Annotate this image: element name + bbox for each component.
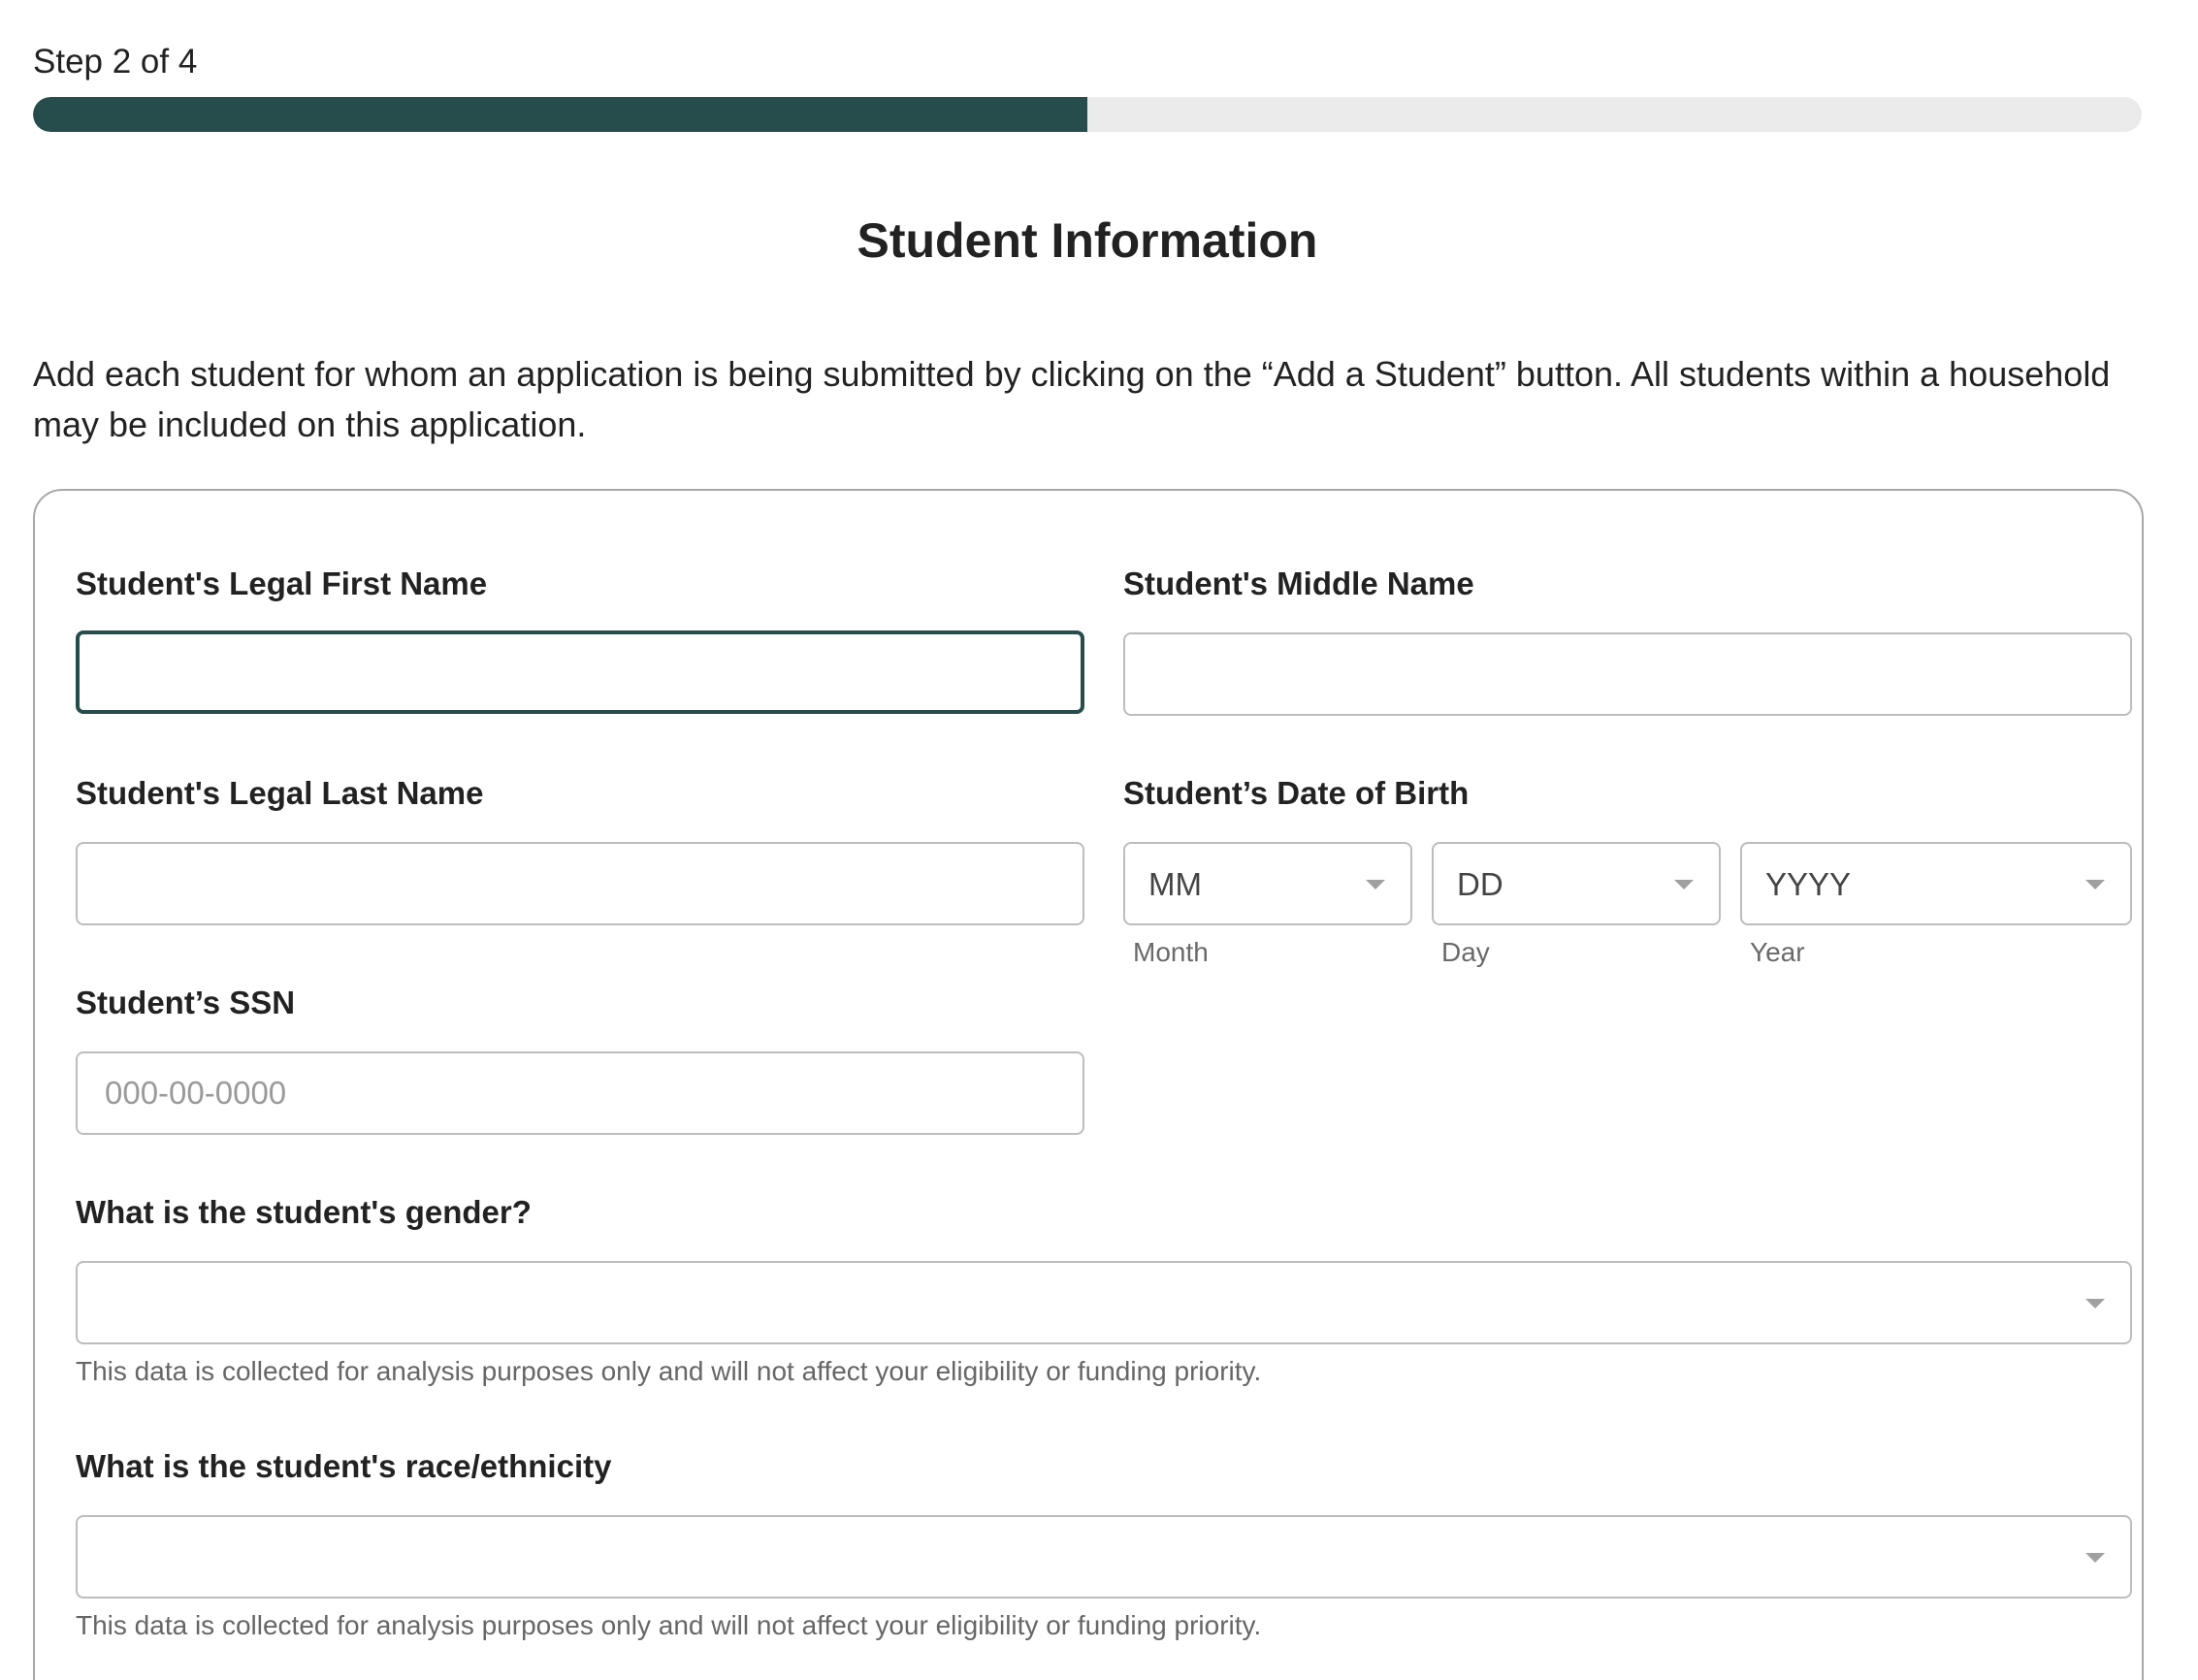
race-helper-text: This data is collected for analysis purposes only and will not affect your eligibility or funding priority. — [76, 1610, 1262, 1640]
race-label: What is the student's race/ethnicity — [76, 1448, 612, 1484]
dob-day-placeholder: DD — [1457, 866, 1503, 902]
intro-text: Add each student for whom an application is being submitted by clicking on the “Add a Student” button. All students within a household may be included on this application. — [33, 354, 2111, 444]
chevron-down-icon — [2085, 880, 2105, 889]
gender-helper-text: This data is collected for analysis purposes only and will not affect your eligibility or funding priority. — [76, 1356, 1262, 1386]
chevron-down-icon — [2085, 1299, 2105, 1308]
ssn-label: Student’s SSN — [76, 985, 296, 1020]
last-name-input[interactable] — [76, 842, 1084, 925]
dob-year-caption: Year — [1750, 937, 1805, 967]
dob-month-caption: Month — [1133, 937, 1209, 967]
chevron-down-icon — [2085, 1553, 2105, 1563]
page-title: Student Information — [857, 213, 1318, 268]
dob-day-select[interactable] — [1432, 842, 1721, 925]
dob-year-placeholder: YYYY — [1765, 866, 1852, 902]
gender-label: What is the student's gender? — [76, 1194, 532, 1230]
progress-bar-fill — [33, 97, 1087, 132]
first-name-label: Student's Legal First Name — [76, 565, 488, 601]
dob-year-select[interactable] — [1740, 842, 2132, 925]
dob-month-select[interactable] — [1123, 842, 1412, 925]
step-indicator: Step 2 of 4 — [33, 43, 198, 81]
last-name-label: Student's Legal Last Name — [76, 775, 484, 811]
student-form-card — [33, 489, 2144, 1680]
gender-select[interactable] — [76, 1261, 2132, 1344]
ssn-input[interactable] — [76, 1051, 1084, 1135]
chevron-down-icon — [1366, 880, 1385, 889]
dob-label: Student’s Date of Birth — [1123, 775, 1470, 811]
first-name-input[interactable] — [76, 630, 1084, 714]
progress-bar — [33, 97, 2142, 132]
dob-day-caption: Day — [1441, 937, 1490, 967]
middle-name-label: Student's Middle Name — [1123, 565, 1474, 601]
race-select[interactable] — [76, 1515, 2132, 1599]
dob-month-placeholder: MM — [1148, 866, 1202, 902]
chevron-down-icon — [1674, 880, 1694, 889]
middle-name-input[interactable] — [1123, 632, 2132, 716]
